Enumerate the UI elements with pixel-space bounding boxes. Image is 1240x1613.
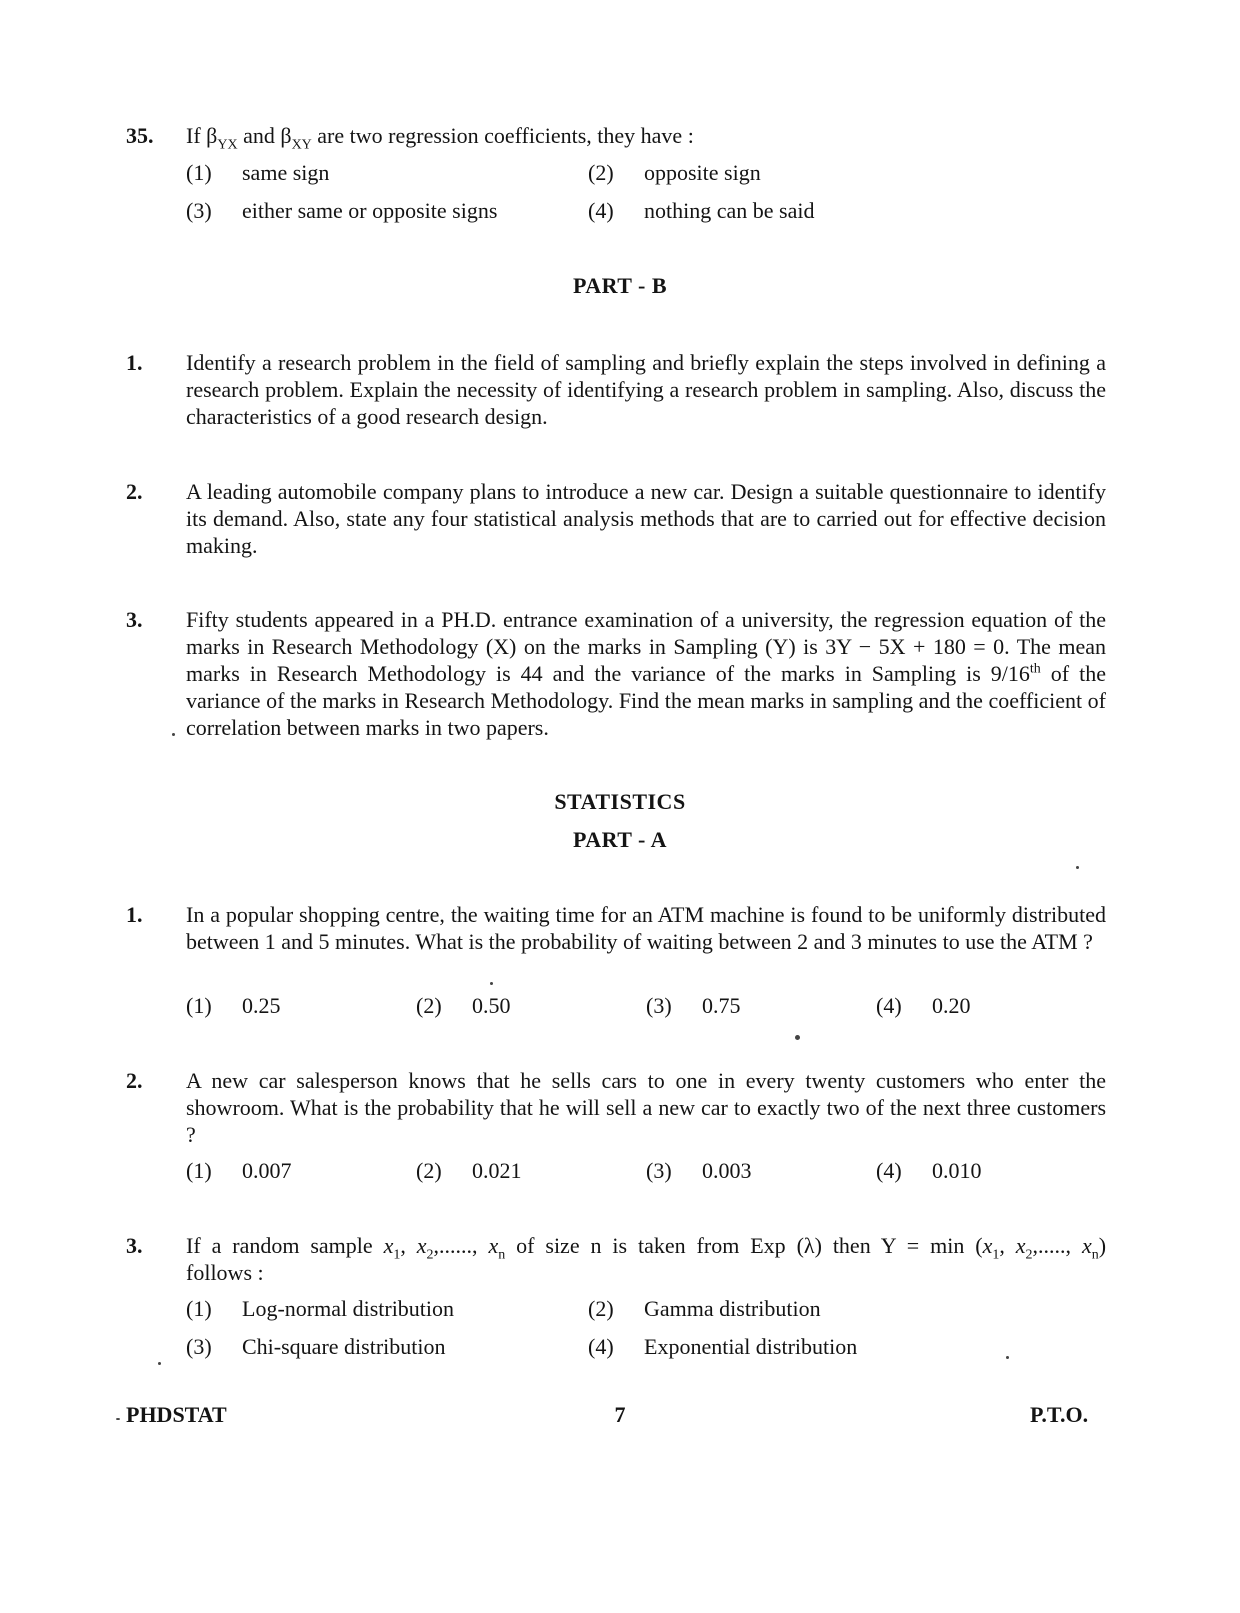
question-number: 35. <box>126 123 154 148</box>
paper-code: PHDSTAT <box>126 1402 227 1427</box>
scan-speck <box>1076 866 1079 869</box>
question-number: 2. <box>126 1068 143 1093</box>
question-number: 2. <box>126 479 143 504</box>
question-text: In a popular shopping centre, the waiting time for an ATM machine is found to be uniformly distributed between 1 and 5 minutes. What is the probability of waiting between 2 and 3 minutes to use the ATM ? <box>186 902 1106 954</box>
option: (3) Chi-square distribution <box>186 1334 446 1359</box>
option: (3) either same or opposite signs <box>186 198 498 223</box>
option: (4) 0.010 <box>876 1158 982 1183</box>
part-heading: PART - A <box>572 827 668 852</box>
question-number: 3. <box>126 1233 143 1258</box>
option: (2) 0.021 <box>416 1158 522 1183</box>
scan-speck <box>1006 1356 1009 1359</box>
option: (2) Gamma distribution <box>588 1296 821 1321</box>
question-text-continuation: follows : <box>186 1260 264 1285</box>
option: (1) Log-normal distribution <box>186 1296 455 1321</box>
question-number: 1. <box>126 350 143 375</box>
scan-speck <box>158 1362 161 1365</box>
option: (4) 0.20 <box>876 993 971 1018</box>
option: (1) 0.007 <box>186 1158 292 1183</box>
scan-speck <box>172 733 175 736</box>
pto-label: P.T.O. <box>1030 1402 1089 1427</box>
option: (4) nothing can be said <box>588 198 815 223</box>
question-text: A leading automobile company plans to introduce a new car. Design a suitable questionnaire to identify its demand. Also, state any four statistical analysis methods that are to carried out for effective decision making. <box>186 479 1106 558</box>
scan-speck <box>795 1035 800 1040</box>
option: (3) 0.75 <box>646 993 741 1018</box>
section-heading: STATISTICS <box>554 789 686 814</box>
option: (3) 0.003 <box>646 1158 752 1183</box>
option: (2) opposite sign <box>588 160 761 185</box>
question-text: If a random sample $x_1$, $x_2$,......, $x_n$ of size n is taken from Exp (λ) then $Y = \min (x_1$, $x_2$,....., $x_n$) <box>186 1233 1107 1263</box>
part-heading: PART - B <box>572 273 668 298</box>
question-text: Identify a research problem in the field of sampling and briefly explain the steps involved in defining a research problem. Explain the necessity of identifying a research problem in sampling. Also, discuss the characteristics of a good research design. <box>186 350 1106 429</box>
question-text: A new car salesperson knows that he sells cars to one in every twenty customers who enter the showroom. What is the probability that he will sell a new car to exactly two of the next three customers ? <box>186 1068 1106 1147</box>
page-number: 7 <box>614 1402 626 1427</box>
question-number: 1. <box>126 902 143 927</box>
question-text: Fifty students appeared in a PH.D. entrance examination of a university, the regression equation of the marks in Research Methodology (X) on the marks in Sampling (Y) is 3Y − 5X + 180 = 0. The mean marks in Research Methodology is 44 and the variance of the marks in Sampling is 9/16th of the variance of the marks in Research Methodology. Find the mean marks in sampling and the coefficient of correlation between marks in two papers. <box>186 607 1106 740</box>
option: (4) Exponential distribution <box>588 1334 858 1359</box>
option: (1) same sign <box>186 160 330 185</box>
scan-speck <box>490 982 493 985</box>
question-number: 3. <box>126 607 143 632</box>
option: (1) 0.25 <box>186 993 281 1018</box>
question-text: If $\beta_{YX}$ and $\beta_{XY}$ are two regression coefficients, they have : <box>186 123 694 153</box>
scan-speck <box>116 1418 120 1420</box>
option: (2) 0.50 <box>416 993 511 1018</box>
